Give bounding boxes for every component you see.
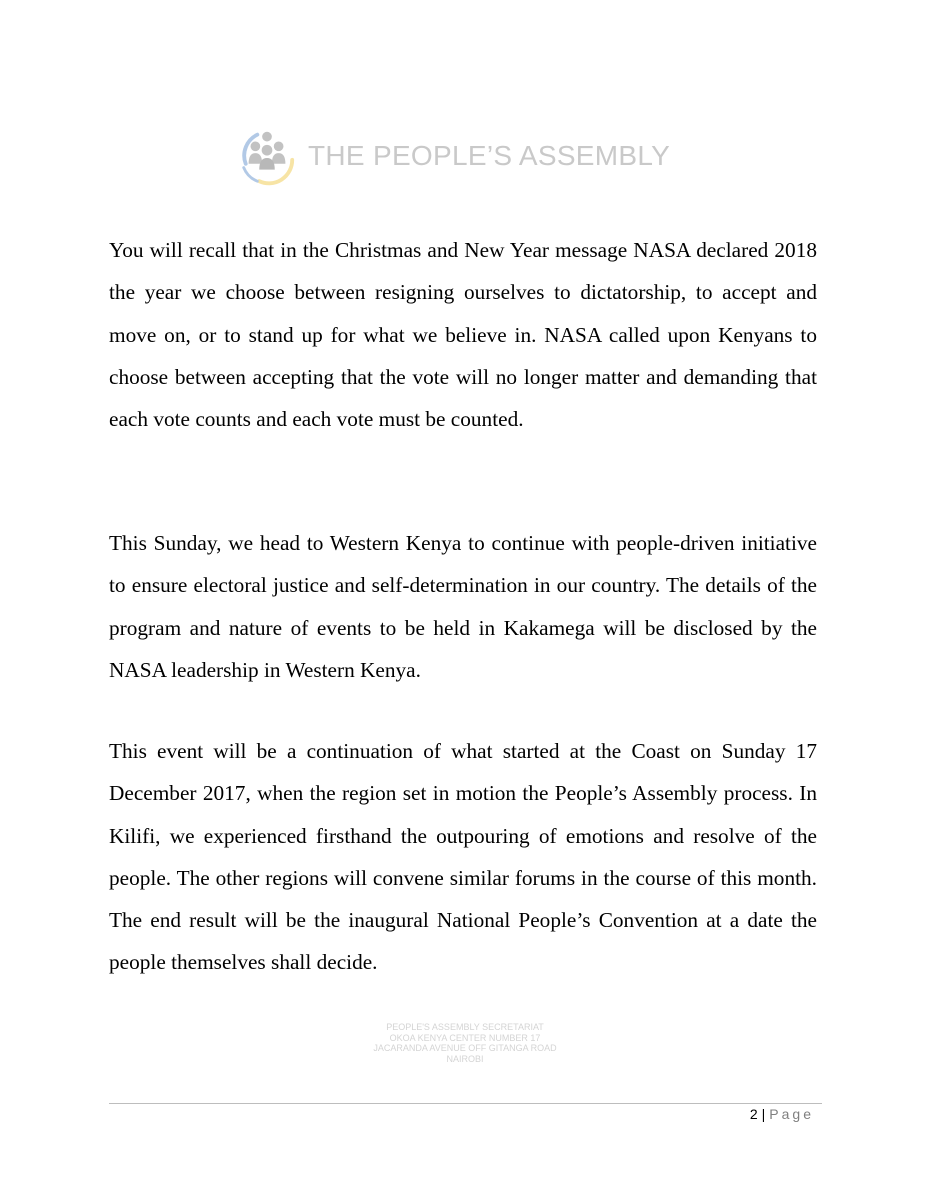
page-label: Page xyxy=(769,1106,814,1122)
address-line: JACARANDA AVENUE OFF GITANGA ROAD xyxy=(373,1043,557,1053)
letterhead xyxy=(236,124,670,188)
paragraph-2: This Sunday, we head to Western Kenya to continue with people-driven initiative to ensure electoral justice and self-determination in our country. The details of the program and nature of events to be held in Kakamega will be disclosed by the NASA leadership in Western Kenya. xyxy=(109,531,817,682)
page-number-value: 2 xyxy=(749,1106,758,1122)
footer-divider xyxy=(109,1103,822,1104)
organization-name: THE PEOPLE’S ASSEMBLY xyxy=(308,140,671,171)
people-group-icon xyxy=(236,125,298,187)
paragraph-1: You will recall that in the Christmas and New Year message NASA declared 2018 the year we choose between resigning ourselves to dictatorship, to accept and move on, or to stand up for what we believe in. NASA called upon Kenyans to choose between accepting that the vote will no longer matter and demanding that each vote counts and each vote must be counted. xyxy=(109,238,817,432)
address-line: PEOPLE'S ASSEMBLY SECRETARIAT xyxy=(386,1022,544,1032)
paragraph-3: This event will be a continuation of what started at the Coast on Sunday 17 December 2017, when the region set in motion the People’s Assembly process. In Kilifi, we experienced firsthand the outpouring of emotions and resolve of the people. The other regions will convene similar forums in the course of this month. The end result will be the inaugural National People’s Convention at a date the people themselves shall decide. xyxy=(109,739,817,975)
footer-address xyxy=(300,1022,630,1064)
address-line: OKOA KENYA CENTER NUMBER 17 xyxy=(389,1032,541,1043)
address-line: NAIROBI xyxy=(446,1053,484,1064)
page-number-separator: | xyxy=(761,1106,766,1122)
page-number xyxy=(750,1106,814,1122)
